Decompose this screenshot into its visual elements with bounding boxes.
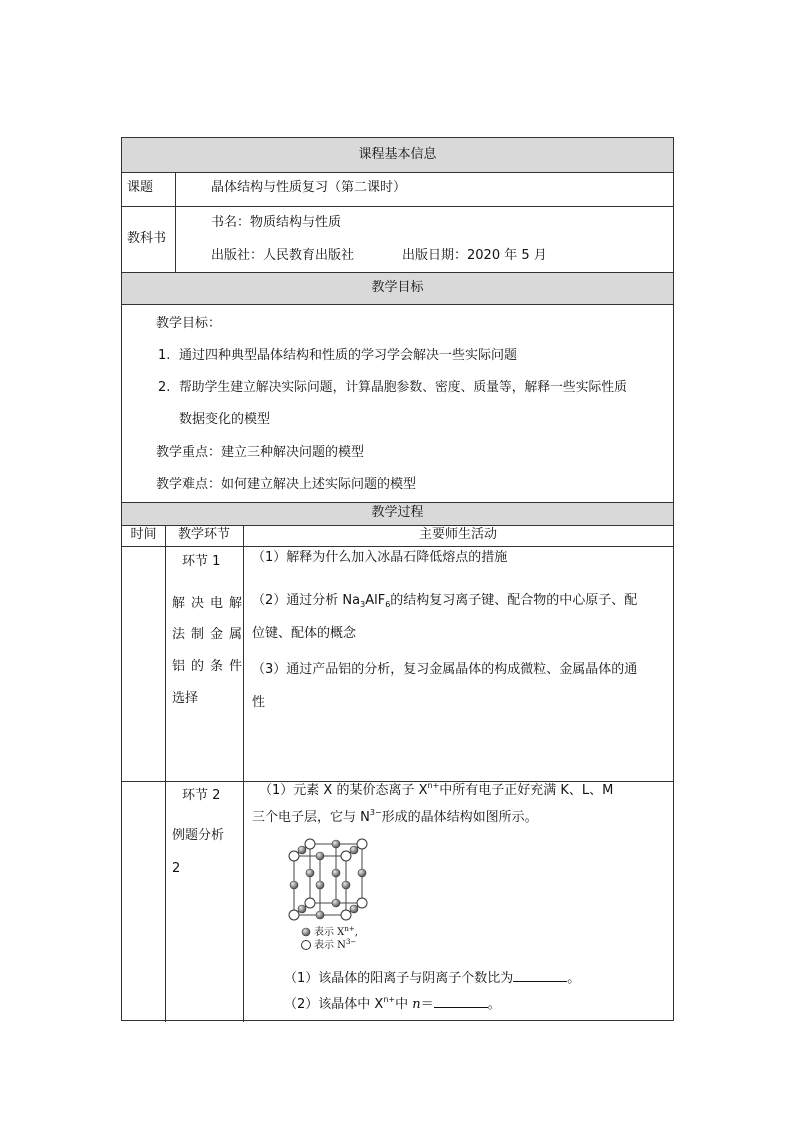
process-header: 教学过程 [371, 505, 424, 520]
topic-value: 晶体结构与性质复习（第二课时） [211, 180, 407, 195]
nitride-ion-marker [305, 839, 315, 849]
nitride-ion-marker [289, 910, 299, 920]
metal-ion-marker [316, 881, 324, 889]
step2-line: 2 [172, 861, 181, 876]
nitride-ion-marker [357, 839, 367, 849]
column-time: 时间 [130, 527, 157, 542]
step1-activity-1: （1）解释为什么加入冰晶石降低熔点的措施 [252, 550, 508, 565]
metal-ion-marker [350, 846, 358, 854]
legend-nitride-ion: 表示 $N^{3-}$ [314, 938, 357, 951]
column-activity: 主要师生活动 [418, 527, 497, 542]
step2-subquestion-1: （1）该晶体的阳离子与阴离子个数比为 。 [284, 971, 581, 986]
metal-ion-marker [298, 846, 306, 854]
metal-ion-marker [350, 905, 358, 913]
key-point: 教学重点：建立三种解决问题的模型 [156, 445, 365, 460]
column-step: 教学环节 [177, 527, 230, 542]
book-name: 书名：物质结构与性质 [211, 215, 342, 230]
nitride-ion-marker [305, 898, 315, 908]
metal-ion-marker [358, 869, 366, 877]
nitride-ion-marker [341, 910, 351, 920]
step1-activity-3-continued: 性 [252, 695, 266, 710]
step1-title: 环节 1 [182, 554, 221, 569]
metal-ion-marker [316, 911, 324, 919]
step2-title: 环节 2 [182, 788, 221, 803]
legend-metal-ion: 表示 $X^{n+}$, [314, 925, 358, 938]
difficulty: 教学难点：如何建立解决上述实际问题的模型 [156, 477, 417, 492]
metal-ion-marker [332, 899, 340, 907]
goal-2-text: 帮助学生建立解决实际问题，计算晶胞参数、密度、质量等，解释一些实际性质 [179, 380, 627, 395]
step1-activity-2-continued: 位键、配体的概念 [252, 626, 357, 641]
goal-1-number: 1. [158, 348, 171, 363]
metal-ion-marker [298, 905, 306, 913]
publisher: 出版社：人民教育出版社 [211, 248, 355, 263]
topic-label: 课题 [127, 180, 154, 195]
legend-metal-ion-marker [302, 928, 310, 936]
metal-ion-marker [316, 852, 324, 860]
legend-nitride-ion-marker [302, 941, 311, 950]
goals-header: 教学目标 [371, 280, 424, 295]
metal-ion-marker [332, 840, 340, 848]
answer-blank[interactable] [513, 969, 567, 982]
metal-ion-marker [342, 881, 350, 889]
step1-activity-3: （3）通过产品铝的分析，复习金属晶体的构成微粒、金属晶体的通 [252, 662, 638, 677]
nitride-ion-marker [289, 851, 299, 861]
step1-line: 法制金属 [172, 627, 249, 642]
nitride-ion-marker [357, 898, 367, 908]
publication-date: 出版日期：2020 年 5 月 [402, 248, 547, 263]
metal-ion-marker [332, 869, 340, 877]
step1-line: 铝的条件 [172, 659, 249, 674]
lesson-plan-table [121, 137, 674, 1021]
course-info-header: 课程基本信息 [358, 147, 437, 162]
goal-1-text: 通过四种典型晶体结构和性质的学习学会解决一些实际问题 [179, 348, 518, 363]
goal-2-number: 2. [158, 380, 171, 395]
goals-intro: 教学目标： [156, 316, 222, 331]
step2-question: （1）元素 X 的某价态离子 $X^{n+}$中所有电子正好充满 K、L、M [259, 781, 614, 798]
step2-subquestion-2: （2）该晶体中 $X^{n+}$中 n＝ 。 [284, 995, 501, 1012]
step2-question-continued: 三个电子层，它与 $N^{3-}$形成的晶体结构如图所示。 [252, 808, 538, 825]
nitride-ion-marker [341, 851, 351, 861]
step1-line: 选择 [172, 691, 199, 706]
step1-activity-2: （2）通过分析 $Na_3AlF_6$的结构复习离子键、配合物的中心原子、配 [252, 593, 638, 609]
step1-line: 解决电解 [172, 596, 249, 611]
textbook-label: 教科书 [127, 231, 167, 246]
metal-ion-marker [306, 869, 314, 877]
answer-blank[interactable] [434, 995, 488, 1008]
step2-line: 例题分析 [172, 828, 225, 843]
goal-2-text-continued: 数据变化的模型 [179, 412, 271, 427]
metal-ion-marker [290, 881, 298, 889]
